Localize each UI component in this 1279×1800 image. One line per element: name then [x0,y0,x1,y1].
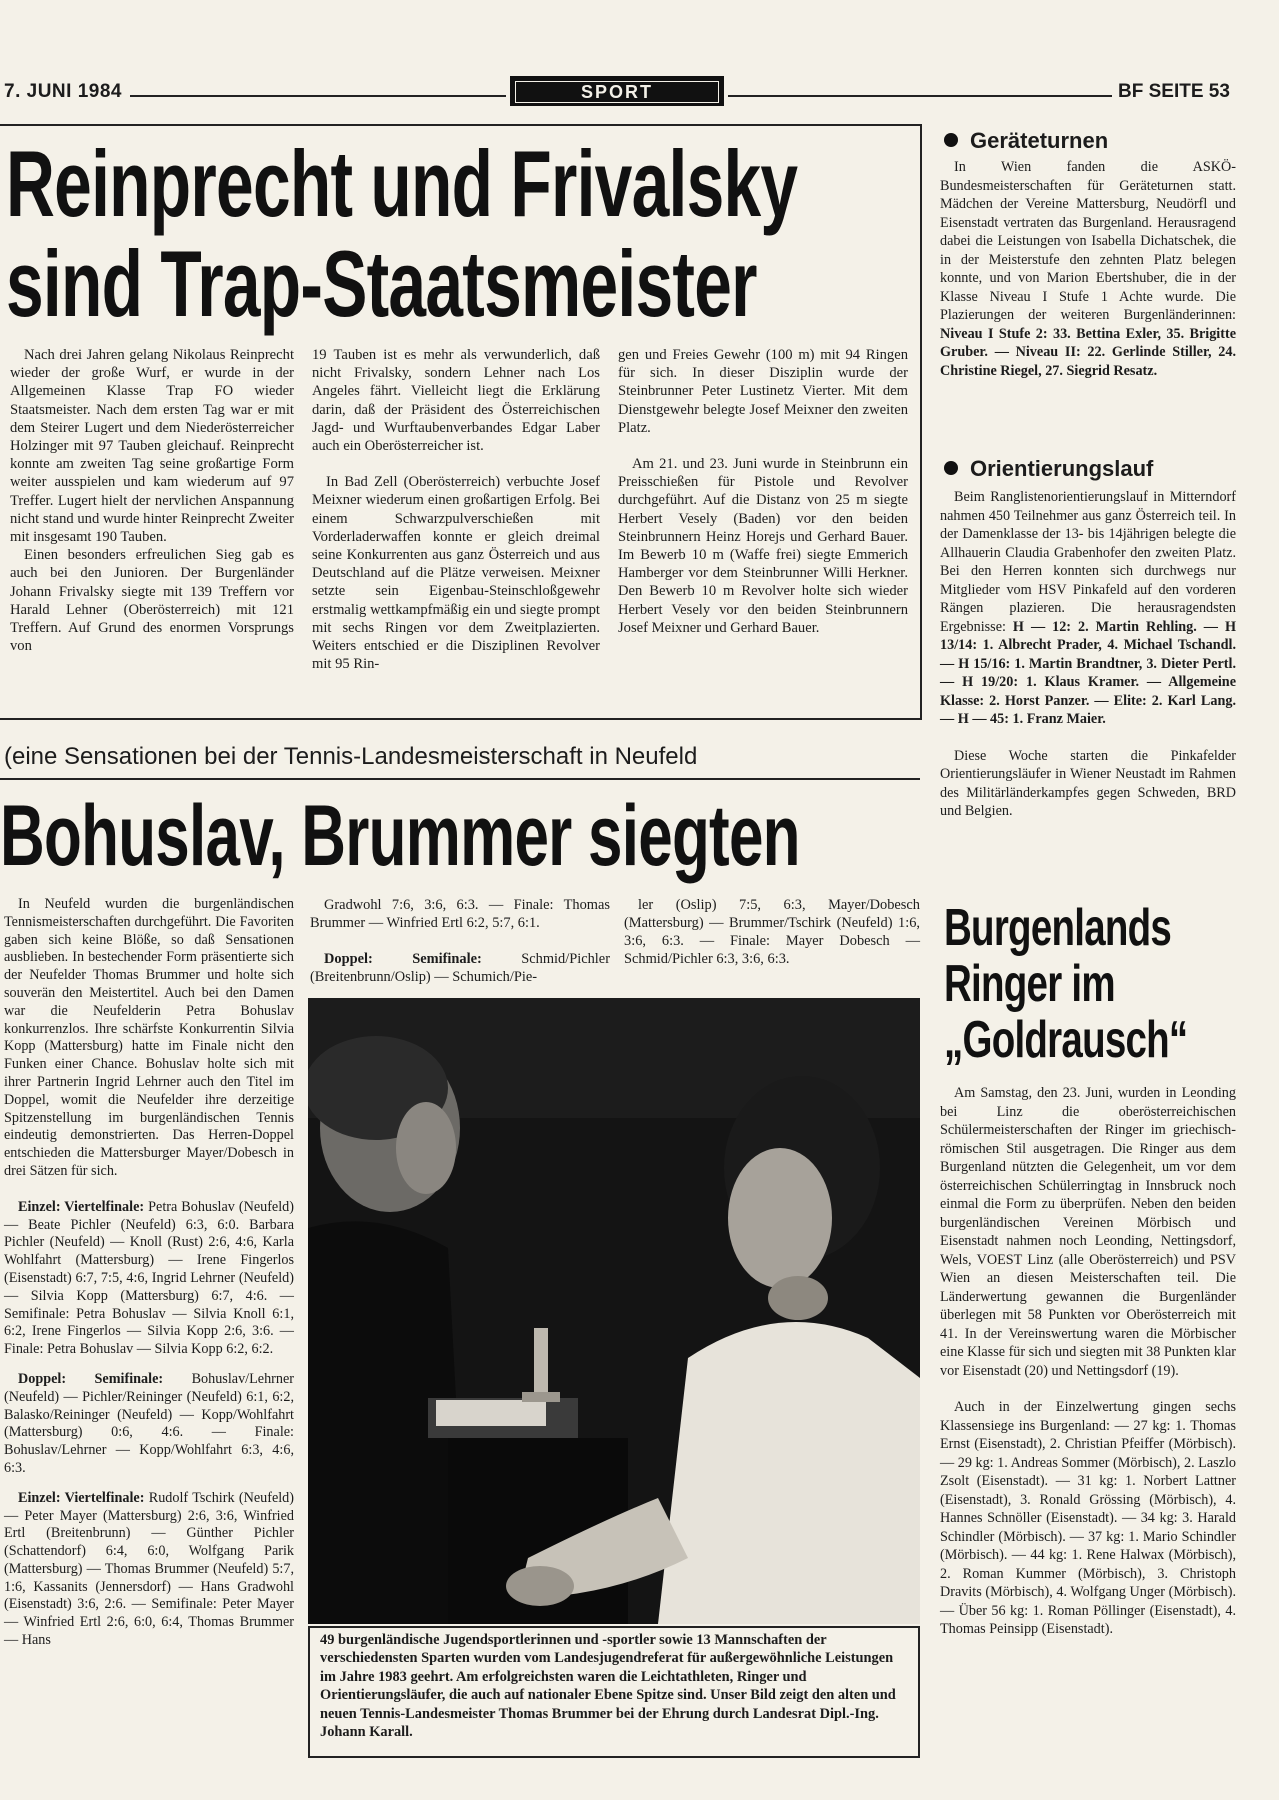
trap-headline-line2: sind Trap-Staatsmeister [6,231,757,336]
geraeteturnen-text [940,158,1236,380]
tennis-results-text: Petra Bohuslav (Neufeld) — Beate Pichler (Neufeld) 6:3, 6:0. Barbara Pichler (Neufeld) — Knoll (Rust) 2:6, 4:6, Karla Wohlfahrt (Mattersburg) — Irene Fingerlos (Eisenstadt) 6:7, 7:5, 4:6, Ingrid Lehrner (Neufeld) — Silvia Kopp (Mattersburg) 6:7, 4:6. — Semifinale: Petra Bohuslav — Silvia Knoll 6:1, 6:2, Irene Fingerlos — Silvia Kopp 2:6, 3:6. — Finale: Petra Bohuslav — Silvia Kopp 6:2, 6:2. [4,1198,294,1358]
trap-paragraph: Nach drei Jahren gelang Nikolaus Reinprecht wieder der große Wurf, er wurde in der Allgemeinen Klasse Trap FO wieder Staatsmeister. Nach dem ersten Tag war er mit dem Steirer Lugert und dem Niederösterreicher Holzinger mit 97 Tauben gleichauf. Reinprecht konnte am zweiten Tag seine großartige Form weiter ausspielen und kam wiederum auf 97 Treffer. Lugert hielt der nervlichen Anspannung nicht stand und wurde hinter Reinprecht Zweiter mit insgesamt 190 Tauben. [10,347,294,546]
ringer-text [940,1084,1236,1639]
tennis-results [4,1199,294,1359]
ringer-headline-line3: „Goldrausch“ [944,1011,1188,1069]
section-label: SPORT [515,81,719,103]
trap-column-2 [312,346,600,673]
tennis-paragraph: ler (Oslip) 7:5, 6:3, Mayer/Dobesch (Mattersburg) — Brummer/Tschirk (Neufeld) 1:6, 3:6, 6:3. — Finale: Mayer Dobesch — Schmid/Pichler 6:3, 3:6, 6:3. [624,897,920,967]
tennis-paragraph: In Neufeld wurden die burgenländischen Tennismeisterschaften durchgeführt. Die Favoriten gaben sich keine Blöße, so daß Sensationen ausblieben. In bestechender Form präsentierte sich der Neufelder Thomas Brummer und holte sich souverän den Meistertitel. Auch bei den Damen war die Neufelderin Petra Bohuslav konkurrenzlos. Ihre schärfste Konkurrentin Silvia Kopp (Mattersburg) hatte im Finale nicht den Funken einer Chance. Bohuslav holte sich mit ihrer Partnerin Ingrid Lehrner auch den Titel im Doppel, womit die Neufelder ihre derzeitige Spitzenstellung im burgenländischen Tennis eindeutig demonstrierten. Das Herren-Doppel entschieden die Mattersburger Mayer/Dobesch in drei Sätzen für sich. [4,896,294,1179]
tennis-rule [0,778,920,780]
orientierungslauf-paragraph [940,488,1236,729]
tennis-column-1 [4,896,294,1650]
issue-date: 7. JUNI 1984 [4,81,122,102]
masthead-rule-right [728,95,1112,97]
ceremony-photo [308,998,920,1624]
tennis-results [4,1490,294,1650]
geraeteturnen-heading-text: Geräteturnen [970,128,1109,153]
orientierungslauf-heading [944,456,1153,482]
trap-paragraph: In Bad Zell (Oberösterreich) verbuchte Josef Meixner wiederum einen großartigen Erfolg. Bei einem Schwarzpulverschießen mit Vorderladerwaffen konnte er gleich dreimal seine Konkurrenten aus ganz Österreich und aus Deutschland auf die Plätze verweisen. Meixner setzte sein Eigenbau-Steinschloßgewehr erstmalig wettkampfmäßig ein und siegte prompt mit sechs Ringen vor dem Zweitplazierten. Weiters entschied er die Disziplinen Revolver mit 95 Rin- [312,474,600,673]
tennis-results-text: Bohuslav/Lehrner (Neufeld) — Pichler/Reininger (Neufeld) 6:1, 6:2, Balasko/Reininger (Neufeld) — Kopp/Wohlfahrt (Mattersburg) 0:6, 4:6. — Finale: Bohuslav/Lehrner — Kopp/Wohlfahrt 6:3, 4:6, 6:3. [4,1370,294,1476]
section-label-box [510,76,724,106]
tennis-results-text: Schmid/Pichler (Breitenbrunn/Oslip) — Schumich/Pie- [310,951,610,985]
orientierungslauf-results: H — 12: 2. Martin Rehling. — H 13/14: 1. Albrecht Prader, 4. Michael Tschandl. — H 15/16: 1. Martin Brandtner, 3. Dieter Pertl. — H 19/20: 1. Klaus Kramer. — Allgemeine Klasse: 2. Horst Panzer. — Elite: 2. Karl Lang. — H — 45: 1. Franz Maier. [940,618,1236,727]
page-number: BF SEITE 53 [1118,81,1230,102]
tennis-results-label: Einzel: Viertelfinale: [18,1489,145,1506]
orientierungslauf-paragraph-2: Diese Woche starten die Pinkafelder Orientierungsläufer in Wiener Neustadt im Rahmen des Militärländerkampfes gegen Schweden, BRD und Belgien. [940,747,1236,819]
trap-column-3 [618,346,908,637]
ringer-headline-line2: Ringer im [944,955,1115,1013]
trap-headline-line1: Reinprecht und Frivalsky [6,131,798,236]
bullet-icon [944,461,958,475]
tennis-results-label: Doppel: Semifinale: [18,1370,164,1387]
tennis-headline: Bohuslav, Brummer siegten [0,788,800,884]
tennis-results-label: Doppel: Semifinale: [324,951,482,967]
geraeteturnen-paragraph [940,158,1236,380]
geraeteturnen-heading [944,128,1108,154]
tennis-column-2 [310,896,610,986]
ringer-headline-line1: Burgenlands [944,899,1172,957]
masthead-rule-left [130,95,506,97]
trap-paragraph: 19 Tauben ist es mehr als verwunderlich, daß nicht Frivalsky, sondern Lehner nach Los Angeles fährt. Vielleicht liegt die Erklärung darin, daß der Präsident des Österreichischen Jagd- und Wurftaubenverbandes Edgar Laber auch ein Oberösterreicher ist. [312,347,600,455]
geraeteturnen-results: Niveau I Stufe 2: 33. Bettina Exler, 35. Brigitte Gruber. — Niveau II: 22. Gerlinde Stiller, 24. Christine Riegel, 27. Siegrid Resatz. [940,325,1236,379]
tennis-results [4,1371,294,1478]
tennis-results [310,950,610,986]
photo-caption: 49 burgenländische Jugendsportlerinnen und -sportler sowie 13 Mannschaften der verschiedensten Sparten wurden vom Landesjugendreferat für außergewöhnliche Leistungen im Jahre 1983 geehrt. Am erfolgreichsten waren die Leichtathleten, Ringer und Orientierungsläufer, die auch auf nationaler Ebene Spitze sind. Unser Bild zeigt den alten und neuen Tennis-Landesmeister Thomas Brummer bei der Ehrung durch Landesrat Dipl.-Ing. Johann Karall. [308,1626,920,1758]
trap-paragraph: Einen besonders erfreulichen Sieg gab es auch bei den Junioren. Der Burgenländer Johann Frivalsky siegte mit 139 Treffern vor Harald Lehner (Oberösterreich) mit 121 Treffern. Auf Grund des enormen Vorsprungs von [10,547,294,655]
trap-column-1 [10,346,294,655]
tennis-results-text: Rudolf Tschirk (Neufeld) — Peter Mayer (Mattersburg) 2:6, 3:6, Winfried Ertl (Breitenbrunn) — Günther Pichler (Schattendorf) 6:4, 6:0, Wolfgang Parik (Mattersburg) — Thomas Brummer (Neufeld) 5:7, 1:6, Kassanits (Jennersdorf) — Hans Gradwohl (Eisenstadt) 3:6, 2:6. — Semifinale: Peter Mayer — Winfried Ertl 2:6, 6:0, 6:4, Thomas Brummer — Hans [4,1489,294,1649]
orientierungslauf-heading-text: Orientierungslauf [970,456,1154,481]
geraeteturnen-body: In Wien fanden die ASKÖ-Bundesmeisterschaften für Geräteturnen statt. Mädchen der Vereine Mattersburg, Neudörfl und Eisenstadt vertraten das Burgenland. Herausragend dabei die Leistungen von Isabella Dichatschek, die in der Meisterstufe den zehnten Platz belegen konnte, und von Marion Ebertshuber, die in der Klasse Niveau I Stufe 1 Achte wurde. Die Plazierungen der weiteren Burgenländerinnen: [940,159,1236,323]
tennis-subheadline: (eine Sensationen bei der Tennis-Landesmeisterschaft in Neufeld [4,743,698,770]
trap-paragraph: Am 21. und 23. Juni wurde in Steinbrunn ein Preisschießen für Pistole und Revolver durchgeführt. Auf die Distanz von 25 m siegte Herbert Vesely (Baden) vor den beiden Steinbrunnern Heinz Horejs und Gerhard Bauer. Im Bewerb 10 m (Waffe frei) siegte Emmerich Hamberger vor dem Steinbrunner Willi Herkner. Den Bewerb 10 m Revolver holte sich wieder Herbert Vesely vor den beiden Steinbrunnern Josef Meixner und Gerhard Bauer. [618,456,908,636]
tennis-column-3 [624,896,920,968]
ringer-paragraph: Am Samstag, den 23. Juni, wurden in Leonding bei Linz die oberösterreichischen Schülermeisterschaften der Ringer im griechisch-römischen Stil ausgetragen. Die Ringer aus dem Burgenland nützten die Gelegenheit, um vor dem österreichischen Schülerringtag in Innsbruck noch einmal die Form zu überprüfen. Neben den beiden burgenländischen Vereinen Mörbisch und Eisenstadt nahmen noch Leonding, Nettingsdorf, Wels, VOEST Linz (alle Oberösterreich) und PSV Wien an diesen Meisterschaften teil. Die Länderwertung gewannen die Burgenländer überlegen mit 58 Punkten vor Oberösterreich mit 41. In der Vereinswertung waren die Mörbischer eine Klasse für sich und siegten mit 38 Punkten klar vor Eisenstadt (20) und Nettingsdorf (19). [940,1085,1236,1379]
tennis-paragraph: Gradwohl 7:6, 3:6, 6:3. — Finale: Thomas Brummer — Winfried Ertl 6:2, 5:7, 6:1. [310,897,610,931]
orientierungslauf-body: Beim Ranglistenorientierungslauf in Mitterndorf nahmen 450 Teilnehmer aus ganz Österreich teil. In der Damenklasse der 13- bis 14jährigen belegte die Allhauerin Claudia Grabenhofer den zweiten Platz. Bei den Herren konnten sich durchwegs nur Mitglieder vom HSV Pinkafeld auf den vorderen Rängen plazieren. Die herausragendsten Ergebnisse: [940,489,1236,635]
trap-paragraph: gen und Freies Gewehr (100 m) mit 94 Ringen für sich. In dieser Disziplin wurde der Steinbrunner Peter Lustinetz Vierter. Mit dem Dienstgewehr belegte Josef Meixner den zweiten Platz. [618,347,908,436]
tennis-results-label: Einzel: Viertelfinale: [18,1198,145,1215]
orientierungslauf-text [940,488,1236,821]
ringer-results: Auch in der Einzelwertung gingen sechs Klassensiege ins Burgenland: — 27 kg: 1. Thomas Ernst (Eisenstadt), 2. Christian Pfeiffer (Mörbisch). — 29 kg: 1. Andreas Sommer (Mörbisch), 2. Laszlo Zsolt (Eisenstadt). — 31 kg: 1. Norbert Lattner (Eisenstadt), 3. Ronald Grössing (Mörbisch), 4. Hannes Schnöller (Eisenstadt). — 34 kg: 3. Harald Schindler (Mörbisch). — 37 kg: 1. Mario Schindler (Mörbisch). — 44 kg: 1. Rene Halwax (Mörbisch), 2. Roman Kummer (Mörbisch), 3. Christoph Dravits (Mörbisch), 4. Wolfgang Unger (Mörbisch). — Über 56 kg: 1. Roman Pöllinger (Eisenstadt), 4. Thomas Peinsipp (Eisenstadt). [940,1399,1236,1637]
ceremony-photo-image [308,998,920,1624]
bullet-icon [944,133,958,147]
